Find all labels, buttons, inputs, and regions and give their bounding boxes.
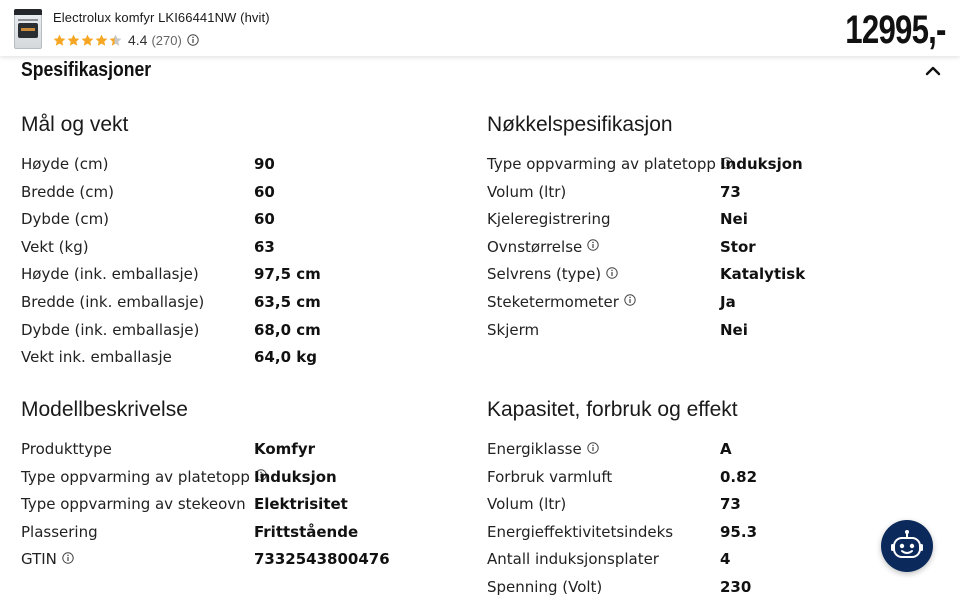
- spec-label: [487, 289, 636, 317]
- rating-count: (270): [151, 32, 182, 48]
- spec-label: [21, 546, 74, 574]
- spec-value: Stor: [720, 237, 756, 256]
- info-icon[interactable]: [606, 267, 618, 279]
- spec-label-text: Selvrens (type): [487, 265, 602, 284]
- spec-row: [487, 151, 927, 179]
- star-icon: [95, 34, 108, 47]
- spec-label: [487, 464, 612, 492]
- rating[interactable]: [53, 31, 199, 49]
- spec-value: Ja: [720, 292, 736, 311]
- info-icon[interactable]: [587, 442, 599, 454]
- spec-value: 4: [720, 550, 731, 569]
- spec-value: 73: [720, 182, 741, 201]
- spec-label: [21, 234, 89, 262]
- spec-label-text: Ovnstørrelse: [487, 237, 583, 256]
- star-icon: [67, 34, 80, 47]
- spec-value: A: [720, 440, 732, 458]
- spec-label: [21, 179, 114, 207]
- info-icon[interactable]: [62, 552, 74, 564]
- spec-value: 64,0 kg: [254, 348, 317, 367]
- spec-row: [21, 206, 461, 234]
- spec-label: [21, 519, 98, 547]
- spec-value: 97,5 cm: [254, 265, 321, 284]
- spec-row: [21, 289, 461, 317]
- spec-label-text: Antall induksjonsplater: [487, 550, 659, 569]
- spec-label-text: Energiklasse: [487, 440, 582, 458]
- product-thumbnail[interactable]: [12, 9, 44, 49]
- spec-value: 60: [254, 210, 275, 229]
- info-icon[interactable]: [624, 294, 636, 306]
- spec-row: [21, 234, 461, 262]
- chevron-up-icon[interactable]: [924, 63, 942, 77]
- spec-row: [21, 179, 461, 207]
- spec-label-text: Høyde (ink. emballasje): [21, 265, 199, 284]
- spec-row: [487, 317, 927, 345]
- spec-row: [21, 436, 461, 464]
- star-icon: [109, 34, 122, 47]
- spec-label: [21, 491, 246, 519]
- section-title: Nøkkelspesifikasjon: [487, 113, 673, 136]
- spec-row: [21, 464, 461, 492]
- spec-row: [487, 289, 927, 317]
- spec-label: [487, 234, 599, 262]
- spec-row: [487, 464, 927, 492]
- spec-value: Induksjon: [254, 467, 337, 486]
- spec-label-text: Vekt ink. emballasje: [21, 348, 172, 367]
- spec-value: 230: [720, 577, 752, 596]
- section-title: Modellbeskrivelse: [21, 398, 188, 421]
- spec-value: Elektrisitet: [254, 495, 348, 514]
- spec-label-text: Dybde (ink. emballasje): [21, 320, 200, 339]
- spec-label-text: Produkttype: [21, 440, 112, 458]
- spec-label-text: Vekt (kg): [21, 237, 89, 256]
- spec-value: 95.3: [720, 522, 758, 541]
- spec-label-text: GTIN: [21, 550, 57, 569]
- specifications-heading[interactable]: Spesifikasjoner: [21, 59, 152, 81]
- spec-label-text: Skjerm: [487, 320, 540, 339]
- spec-label: [21, 436, 112, 464]
- spec-row: [487, 574, 927, 602]
- spec-label: [21, 317, 199, 345]
- spec-label: [487, 546, 659, 574]
- spec-label: [21, 206, 109, 234]
- spec-label: [487, 151, 733, 179]
- rating-value: 4.4: [128, 32, 148, 48]
- info-icon[interactable]: [187, 34, 199, 46]
- section-maal-og-vekt: [21, 111, 461, 372]
- spec-row: [21, 151, 461, 179]
- spec-label: [487, 206, 611, 234]
- spec-value: 68,0 cm: [254, 320, 321, 339]
- spec-label-text: Energieffektivitetsindeks: [487, 522, 674, 541]
- spec-label-text: Type oppvarming av stekeovn: [21, 495, 246, 514]
- section-title: Kapasitet, forbruk og effekt: [487, 398, 738, 421]
- section-nokkelspesifikasjon: [487, 111, 927, 344]
- spec-row: [487, 491, 927, 519]
- spec-row: [487, 519, 927, 547]
- spec-value: 73: [720, 495, 741, 514]
- spec-label: [21, 344, 172, 372]
- spec-row: [487, 261, 927, 289]
- star-icon: [53, 34, 66, 47]
- spec-label: [487, 519, 673, 547]
- spec-label: [21, 289, 204, 317]
- spec-label-text: Høyde (cm): [21, 155, 109, 173]
- spec-row: [21, 519, 461, 547]
- spec-label-text: Bredde (cm): [21, 182, 114, 201]
- spec-label-text: Bredde (ink. emballasje): [21, 292, 205, 311]
- spec-row: [487, 436, 927, 464]
- product-sticky-header: [0, 0, 960, 56]
- spec-row: [487, 234, 927, 262]
- spec-value: 63,5 cm: [254, 292, 321, 311]
- spec-value: Katalytisk: [720, 265, 806, 284]
- star-icon: [81, 34, 94, 47]
- spec-label-text: Type oppvarming av platetopp: [487, 155, 716, 173]
- spec-row: [21, 546, 461, 574]
- spec-label: [487, 317, 539, 345]
- spec-label: [21, 464, 267, 492]
- spec-label: [487, 436, 599, 464]
- spec-label-text: Dybde (cm): [21, 210, 110, 229]
- spec-value: Nei: [720, 320, 748, 339]
- spec-row: [487, 546, 927, 574]
- chat-assistant-button[interactable]: [881, 520, 933, 572]
- spec-label-text: Plassering: [21, 522, 98, 541]
- spec-label-text: Forbruk varmluft: [487, 467, 613, 486]
- product-title[interactable]: Electrolux komfyr LKI66441NW (hvit): [53, 10, 270, 25]
- spec-value: Frittstående: [254, 522, 359, 541]
- rating-stars: [53, 34, 123, 47]
- spec-value: 60: [254, 182, 275, 201]
- spec-label: [487, 491, 566, 519]
- spec-label-text: Steketermometer: [487, 292, 619, 311]
- spec-value: 90: [254, 155, 275, 173]
- spec-label: [487, 261, 618, 289]
- info-icon[interactable]: [587, 239, 599, 251]
- spec-value: 7332543800476: [254, 550, 390, 569]
- spec-label-text: Type oppvarming av platetopp: [21, 467, 250, 486]
- product-price: 12995,-: [845, 8, 946, 52]
- spec-value: 63: [254, 237, 275, 256]
- spec-label-text: Volum (ltr): [487, 495, 567, 514]
- spec-label-text: Kjeleregistrering: [487, 210, 611, 229]
- spec-row: [21, 491, 461, 519]
- spec-label: [487, 179, 566, 207]
- spec-value: 0.82: [720, 467, 758, 486]
- spec-value: Induksjon: [720, 155, 803, 173]
- spec-row: [487, 206, 927, 234]
- spec-label-text: Spenning (Volt): [487, 577, 603, 596]
- spec-row: [487, 179, 927, 207]
- section-title: Mål og vekt: [21, 113, 129, 136]
- chat-bot-icon: [889, 528, 925, 564]
- spec-row: [21, 317, 461, 345]
- spec-label-text: Volum (ltr): [487, 182, 567, 201]
- spec-label: [21, 261, 199, 289]
- spec-label: [21, 151, 108, 179]
- spec-row: [21, 261, 461, 289]
- spec-row: [21, 344, 461, 372]
- spec-value: Nei: [720, 210, 748, 229]
- spec-label: [487, 574, 602, 602]
- section-modellbeskrivelse: [21, 396, 461, 574]
- spec-value: Komfyr: [254, 440, 315, 458]
- section-kapasitet-forbruk-effekt: [487, 396, 927, 602]
